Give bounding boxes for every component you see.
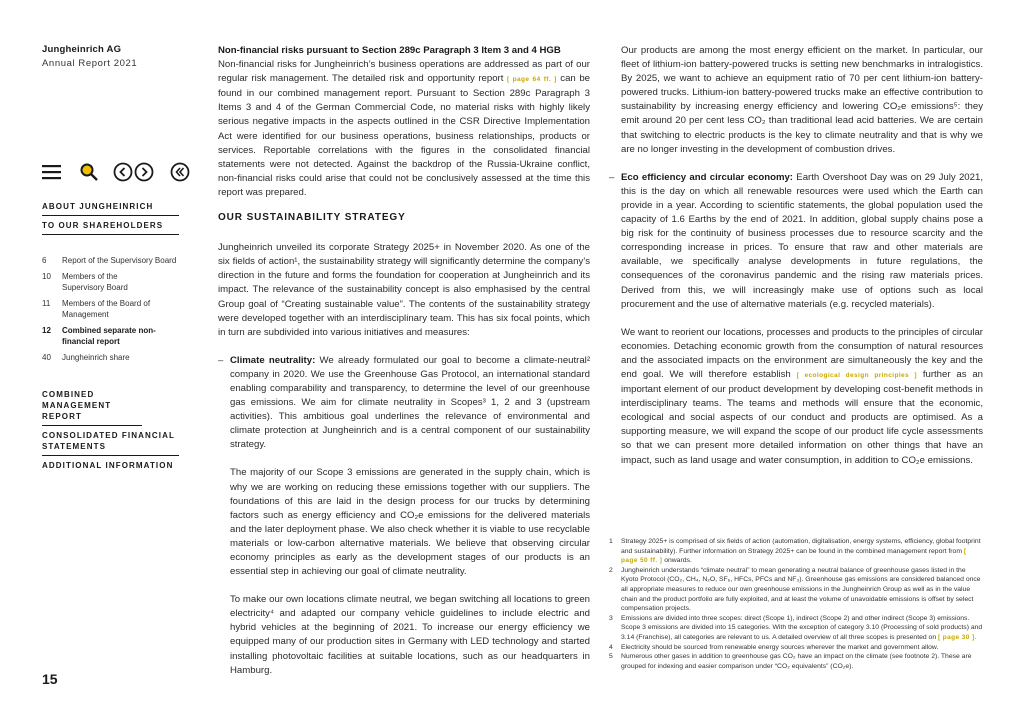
footnote-number: 4 — [609, 643, 613, 651]
locations-paragraph: To make our own locations climate neutral, we began switching all locations to green electricity⁴ and adapted our company vehicle guidelines to include electric and hybrid vehicles at the beginning of 2021. To increase our energy efficiency we equipped many of our production sites in Germany with LED technology and started installing photovoltaic facilities at suitable locations, such as our headquarters in Hamburg. — [230, 594, 590, 676]
bullet-dash: – — [609, 171, 615, 183]
nav-item-label: Members of the Supervisory Board — [62, 272, 128, 292]
risks-text-part-2: can be found in our combined management report. Pursuant to Section 289c Paragraph 3 Items 3 and 4 of the German Commercial Code, no material risks with highly likely serious negative impacts in the aspects outlined in the CSR Directive Implementation Act were identified for our business operations, business relationships, products or services. Reportable correlations with the figures in the consolidated financial statements were not detected. Against the backdrop of the Russia-Ukraine conflict, non-financial risks could arise that could not be conclusively assessed at the time this report was prepared. — [218, 73, 590, 198]
bullet-body: We already formulated our goal to become a climate-neutral² company in 2020. We use the Greenhouse Gas Protocol, an international standard enabling comparability and transparency, to determine the level of our greenhouse gas emissions. We aim for climate neutrality in Scopes³ 1, 2 and 3 (upstream activities). This ambitious goal underlines the relevance of environmental and climate protection at Jungheinrich and is a central component of our sustainability strategy. — [230, 354, 591, 451]
menu-icon[interactable] — [42, 162, 62, 182]
navigation-toolbar — [42, 162, 192, 186]
company-name: Jungheinrich AG — [42, 44, 122, 55]
nav-item-supervisory-report[interactable] — [42, 255, 179, 266]
footnote-tail: onwards. — [664, 557, 692, 565]
footnote-link[interactable]: [ page 50 ff. ] — [621, 547, 967, 565]
bullet-climate-neutrality — [218, 354, 590, 678]
section-title: OUR SUSTAINABILITY STRATEGY — [218, 212, 406, 224]
nav-item-label: Members of the Board of Management — [62, 299, 151, 319]
nav-item-share[interactable] — [42, 352, 179, 363]
nav-item-number: 12 — [42, 326, 51, 335]
back-icon[interactable] — [170, 162, 190, 182]
bullet-text — [230, 354, 590, 453]
bullet-text — [621, 171, 983, 312]
footnote-text — [621, 537, 984, 566]
bullet-dash: – — [218, 354, 224, 366]
risks-heading: Non-financial risks pursuant to Section 289c Paragraph 3 Item 3 and 4 HGB — [218, 45, 561, 56]
nav-item-label: Combined separate non-financial report — [62, 326, 156, 346]
page-number: 15 — [42, 671, 58, 687]
footnote-4 — [609, 643, 984, 653]
search-icon[interactable] — [79, 162, 99, 182]
footnote-number: 1 — [609, 538, 613, 545]
bullet-title: Climate neutrality: — [230, 354, 316, 366]
footnote-body: Emissions are divided into three scopes: direct (Scope 1), indirect (Scope 2) and other indirect (Scope 3) emissions. Scope 3 emissions are divided into 15 categories. With the exception of category 3.10 (Processing of sold products) and 3.14 (Franchise), all categories are relevant to us. A detailed overview of all three scopes is presented on — [621, 614, 983, 641]
nav-about-jungheinrich[interactable]: ABOUT JUNGHEINRICH — [42, 201, 179, 216]
bullet-title: Eco efficiency and circular economy: — [621, 171, 794, 183]
nav-item-supervisory-members[interactable] — [42, 271, 179, 293]
circular-economy-paragraph — [621, 326, 983, 468]
nav-to-our-shareholders[interactable]: TO OUR SHAREHOLDERS — [42, 220, 179, 235]
sidebar-header — [42, 44, 192, 69]
risk-report-link[interactable]: [ page 64 ff. ] — [507, 76, 557, 84]
nav-combined-management-report[interactable]: COMBINED MANAGEMENT REPORT — [42, 389, 142, 426]
content-column-left — [218, 44, 590, 678]
ecological-design-link[interactable]: [ ecological design principles ] — [796, 371, 917, 379]
footnote-body: Jungheinrich understands “climate neutral” to mean generating a neutral balance of greenhouse gases listed in the Kyoto Protocol (CO₂, CH₄, N₂O, SF₆, HFCs, PFCs and NF₃). Greenhouse gas emissions are considered balanced once all appropriate measures to reduce our own greenhouse emissions in the Jungheinrich Group as well as in the value chain and the product portfolio are fully exploited, and at least the volume of unavoidable emissions is offset by select compensation projects. — [621, 566, 981, 613]
nav-item-number: 40 — [42, 353, 51, 362]
footnote-number: 5 — [609, 653, 613, 661]
footnotes — [609, 537, 984, 671]
footnote-3 — [609, 614, 984, 643]
report-title: Annual Report 2021 — [42, 58, 138, 69]
footnote-body: Numerous other gases in addition to greenhouse gas CO₂ have an impact on the climate (see footnote 2). These are grouped for indexing and easier comparison under “CO₂ equivalents” (CO₂e). — [621, 653, 972, 670]
bullet-body: Earth Overshoot Day was on 29 July 2021, this is the day on which all renewable resources were used which the Earth can provide in a year. According to scientific statements, the global population used the capacity of 1.6 Earths by the end of 2021. In addition, global supply chains pose a big risk for the continuity of business processes due to resource scarcity and the corresponding increase in prices. To ensure that raw and other materials are available, we specifically analyse developments in future regulations, the consequences of the coronavirus pandemic and the rising raw materials prices. Derived from this, we will increasingly make use of options such as local procurement and the use of alternative materials (e.g. recycled materials). — [621, 171, 983, 310]
footnote-number: 2 — [609, 566, 613, 574]
nav-item-number: 10 — [42, 272, 51, 281]
sidebar-nav — [42, 201, 179, 478]
nav-item-label: Jungheinrich share — [62, 353, 130, 362]
footnote-text — [621, 614, 984, 643]
circular-text-part-2: further as an important element of our product development by developing cost-benefit methods in interdisciplinary teams. The teams and methods will ensure that the economic, ecological and social aspects of our conduct and products are optimised. As a supporting measure, we will expand the scope of our product life cycle assessments so that we can present more detailed information on other things that have an impact, such as land usage and water consumption, in addition to CO₂e emissions. — [621, 368, 983, 466]
nav-item-label: Report of the Supervisory Board — [62, 256, 177, 265]
next-page-icon[interactable] — [134, 162, 154, 182]
footnote-link[interactable]: [ page 30 ]. — [938, 633, 977, 641]
footnote-number: 3 — [609, 614, 613, 622]
nav-item-number: 6 — [42, 256, 47, 265]
bullet-eco-efficiency — [609, 171, 983, 312]
nav-sub-items — [42, 255, 179, 363]
nav-additional-information[interactable]: ADDITIONAL INFORMATION — [42, 461, 174, 470]
footnote-2 — [609, 566, 984, 614]
nav-item-non-financial-report[interactable] — [42, 325, 179, 347]
nav-item-number: 11 — [42, 299, 51, 308]
nav-consolidated-financial-statements[interactable]: CONSOLIDATED FINANCIAL STATEMENTS — [42, 430, 179, 456]
risks-paragraph — [218, 58, 590, 200]
strategy-paragraph: Jungheinrich unveiled its corporate Strategy 2025+ in November 2020. As one of the six fields of action¹, the sustainability strategy will significantly determine the company’s direction in the future and forms the foundation for cooperation at Jungheinrich and its impact. The relevance of the sustainability concept is also emphasised by the central Group goal of “Creating sustainable value”. The contents of the sustainability strategy were developed together with an interdisciplinary team. This has six focal points, which in turn are subdivided into various initiatives and measures: — [218, 242, 590, 338]
products-paragraph: Our products are among the most energy efficient on the market. In particular, our fleet of lithium-ion battery-powered trucks is setting new benchmarks in intralogistics. By 2025, we want to achieve an equipment ratio of 70 per cent lithium-ion battery-powered trucks. Lithium-ion battery-powered trucks make an effective contribution to sustainability by increasing energy efficiency and lowering CO₂e emissions⁵: they emit around 20 per cent less CO₂ than traditional lead acid batteries. We are certain that switching to electric products is the key to climate neutrality and that is why we are no longer investing in the development of combustion drives. — [621, 45, 983, 155]
footnote-5 — [609, 652, 984, 671]
circular-text-part-1: We want to reorient our locations, processes and products to the principles of circular economies. Detaching economic growth from the consumption of natural resources and the associated impacts on the environment are simultaneously the key and the end goal. We will therefore establish — [621, 326, 983, 380]
footnote-body: Electricity should be sourced from renewable energy sources wherever the market and government allow. — [621, 643, 939, 651]
risks-text-part-1: Non-financial risks for Jungheinrich’s business operations are addressed as part of our regular risk management. The detailed risk and opportunity report — [218, 59, 590, 85]
nav-item-management-members[interactable] — [42, 298, 179, 320]
footnote-body: Strategy 2025+ is comprised of six fields of action (automation, digitalisation, energy systems, efficiency, global footprint and sustainability). Further information on Strategy 2025+ can be found in the combined management report from — [621, 538, 981, 555]
scope3-paragraph: The majority of our Scope 3 emissions are generated in the supply chain, which is why we are working on reducing these emissions together with our suppliers. The foundations of this are laid in the design process for our trucks by determining factors such as energy efficiency and CO₂e emissions for the delivered materials and the later deployment phase. We also check whether it is viable to use recyclable materials or low-carbon alternative materials. We believe that observing circular economy principles as early as the development stages of our products is an essential step in achieving our goal of climate neutrality. — [230, 467, 590, 578]
previous-page-icon[interactable] — [113, 162, 133, 182]
content-column-right — [609, 44, 983, 468]
footnote-1 — [609, 537, 984, 566]
